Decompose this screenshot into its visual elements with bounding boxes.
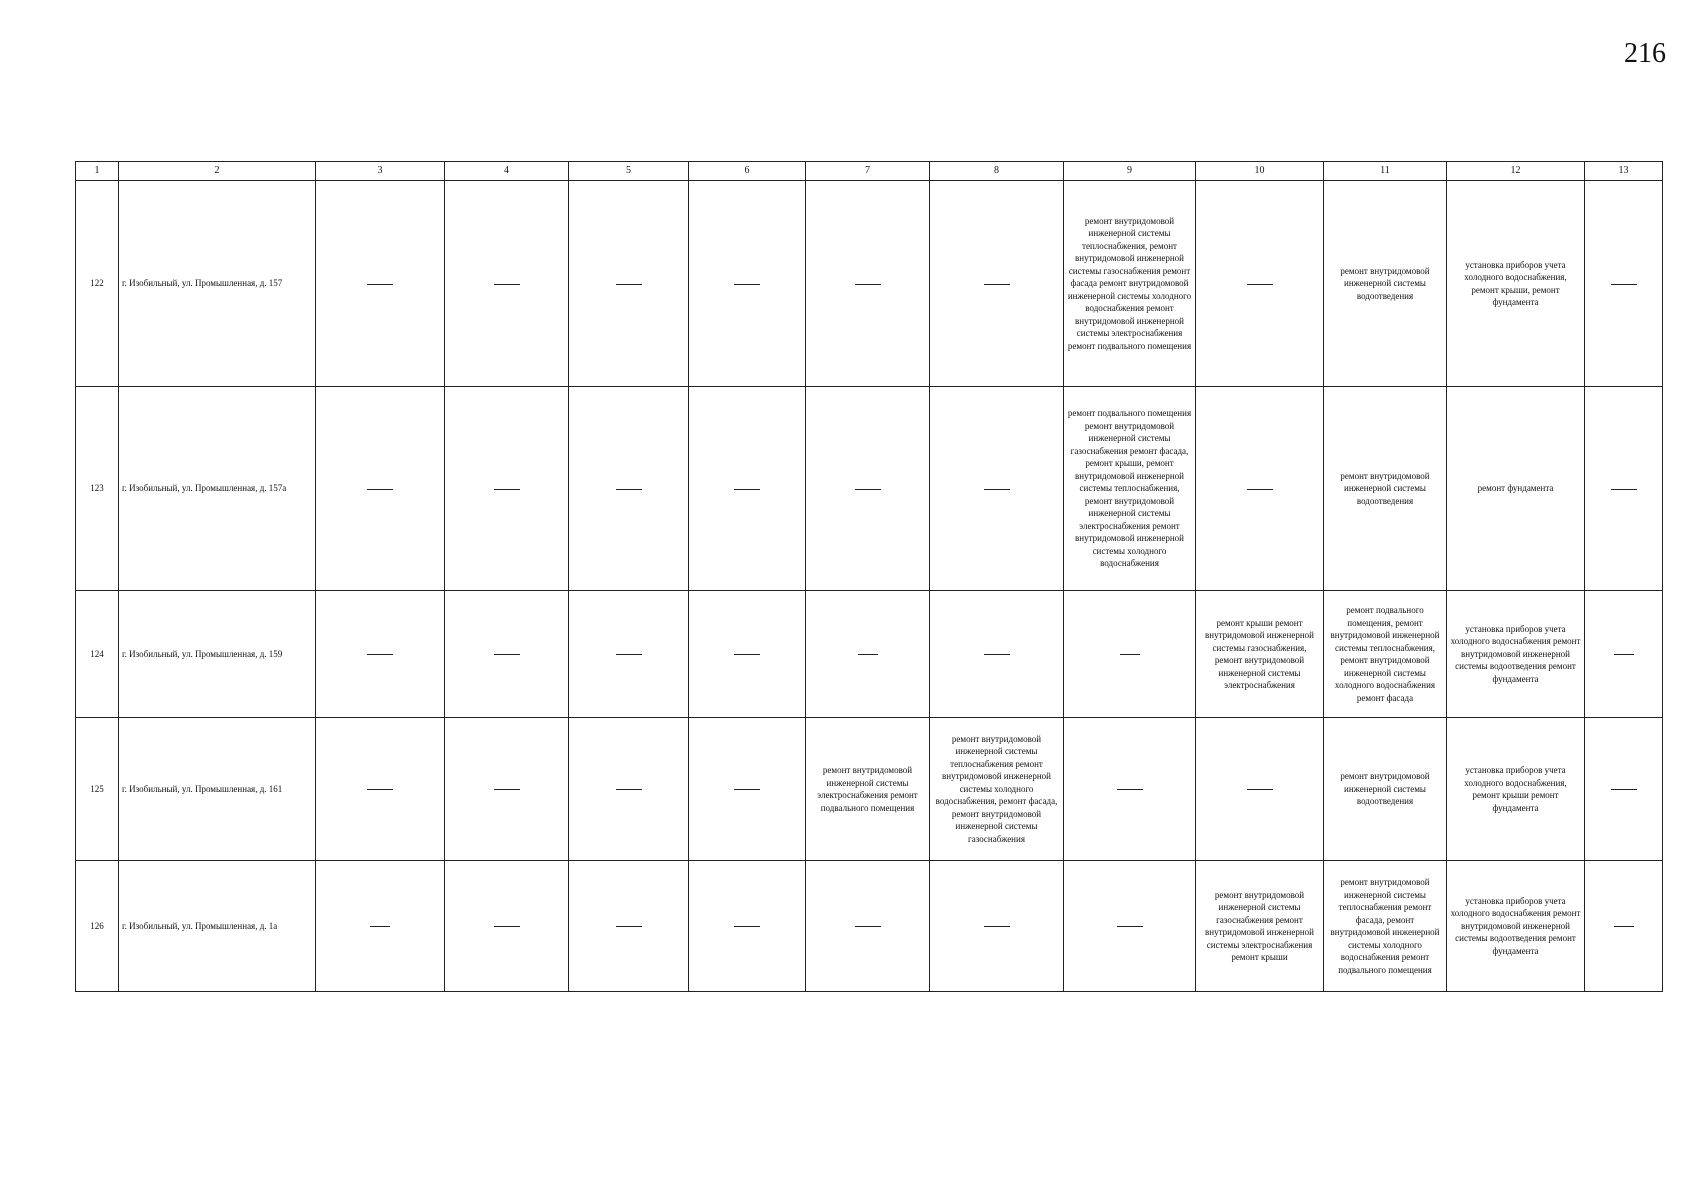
dash-mark (734, 789, 760, 790)
dash-mark (370, 926, 390, 927)
dash-mark (494, 789, 520, 790)
dash-mark (1611, 284, 1637, 285)
dash-mark (616, 926, 642, 927)
row-number: 123 (76, 387, 119, 591)
empty-cell (445, 181, 569, 387)
empty-cell (445, 387, 569, 591)
empty-cell (689, 861, 806, 992)
empty-cell (1064, 718, 1196, 861)
dash-mark (1611, 789, 1637, 790)
dash-mark (734, 926, 760, 927)
empty-cell (806, 181, 930, 387)
work-cell: установка приборов учета холодного водоснабжения ремонт внутридомовой инженерной системы водоотведения ремонт фундамента (1447, 591, 1585, 718)
column-header: 5 (569, 162, 689, 181)
table-row (76, 181, 1663, 387)
empty-cell (1196, 387, 1324, 591)
empty-cell (1196, 181, 1324, 387)
dash-mark (616, 284, 642, 285)
empty-cell (930, 591, 1064, 718)
dash-mark (367, 284, 393, 285)
dash-mark (984, 489, 1010, 490)
dash-mark (1117, 926, 1143, 927)
dash-mark (855, 284, 881, 285)
empty-cell (445, 591, 569, 718)
dash-mark (734, 489, 760, 490)
column-header: 9 (1064, 162, 1196, 181)
address-cell: г. Изобильный, ул. Промышленная, д. 1а (119, 861, 316, 992)
dash-mark (984, 284, 1010, 285)
empty-cell (1585, 181, 1663, 387)
dash-mark (616, 654, 642, 655)
dash-mark (1247, 489, 1273, 490)
dash-mark (367, 654, 393, 655)
empty-cell (569, 387, 689, 591)
dash-mark (1614, 654, 1634, 655)
empty-cell (316, 591, 445, 718)
empty-cell (1585, 861, 1663, 992)
column-number-header-row (76, 162, 1663, 181)
column-header: 7 (806, 162, 930, 181)
empty-cell (1585, 387, 1663, 591)
empty-cell (689, 387, 806, 591)
dash-mark (1120, 654, 1140, 655)
work-cell: ремонт внутридомовой инженерной системы водоотведения (1324, 387, 1447, 591)
empty-cell (689, 591, 806, 718)
dash-mark (494, 654, 520, 655)
dash-mark (1117, 789, 1143, 790)
empty-cell (569, 861, 689, 992)
dash-mark (494, 926, 520, 927)
column-header: 13 (1585, 162, 1663, 181)
empty-cell (806, 387, 930, 591)
dash-mark (367, 789, 393, 790)
row-number: 124 (76, 591, 119, 718)
empty-cell (445, 718, 569, 861)
work-cell: ремонт крыши ремонт внутридомовой инженерной системы газоснабжения, ремонт внутридомовой инженерной системы электроснабжения (1196, 591, 1324, 718)
empty-cell (569, 718, 689, 861)
dash-mark (855, 926, 881, 927)
row-number: 125 (76, 718, 119, 861)
empty-cell (569, 591, 689, 718)
empty-cell (1064, 861, 1196, 992)
empty-cell (316, 718, 445, 861)
empty-cell (445, 861, 569, 992)
work-cell: ремонт подвального помещения, ремонт внутридомовой инженерной системы теплоснабжения, ремонт внутридомовой инженерной системы холодного водоснабжения ремонт фасада (1324, 591, 1447, 718)
dash-mark (858, 654, 878, 655)
work-cell: ремонт внутридомовой инженерной системы теплоснабжения ремонт фасада, ремонт внутридомовой инженерной системы холодного водоснабжения ремонт подвального помещения (1324, 861, 1447, 992)
empty-cell (569, 181, 689, 387)
empty-cell (930, 861, 1064, 992)
empty-cell (930, 181, 1064, 387)
column-header: 11 (1324, 162, 1447, 181)
column-header: 3 (316, 162, 445, 181)
column-header: 12 (1447, 162, 1585, 181)
column-header: 8 (930, 162, 1064, 181)
dash-mark (616, 489, 642, 490)
column-header: 2 (119, 162, 316, 181)
dash-mark (855, 489, 881, 490)
dash-mark (1247, 284, 1273, 285)
empty-cell (806, 861, 930, 992)
empty-cell (689, 181, 806, 387)
work-cell: ремонт внутридомовой инженерной системы водоотведения (1324, 718, 1447, 861)
dash-mark (734, 654, 760, 655)
empty-cell (1585, 591, 1663, 718)
row-number: 122 (76, 181, 119, 387)
work-cell: установка приборов учета холодного водоснабжения, ремонт крыши ремонт фундамента (1447, 718, 1585, 861)
dash-mark (494, 489, 520, 490)
dash-mark (494, 284, 520, 285)
address-cell: г. Изобильный, ул. Промышленная, д. 157 (119, 181, 316, 387)
address-cell: г. Изобильный, ул. Промышленная, д. 159 (119, 591, 316, 718)
work-cell: установка приборов учета холодного водоснабжения ремонт внутридомовой инженерной системы водоотведения ремонт фундамента (1447, 861, 1585, 992)
empty-cell (689, 718, 806, 861)
dash-mark (984, 926, 1010, 927)
address-cell: г. Изобильный, ул. Промышленная, д. 157а (119, 387, 316, 591)
empty-cell (316, 181, 445, 387)
empty-cell (1064, 591, 1196, 718)
work-cell: ремонт внутридомовой инженерной системы теплоснабжения, ремонт внутридомовой инженерной системы газоснабжения ремонт фасада ремонт внутридомовой инженерной системы холодного водоснабжения ремонт внутридомовой инженерной системы электроснабжения ремонт подвального помещения (1064, 181, 1196, 387)
work-cell: ремонт внутридомовой инженерной системы водоотведения (1324, 181, 1447, 387)
work-cell: ремонт внутридомовой инженерной системы электроснабжения ремонт подвального помещения (806, 718, 930, 861)
work-cell: ремонт фундамента (1447, 387, 1585, 591)
table-row (76, 861, 1663, 992)
empty-cell (806, 591, 930, 718)
dash-mark (984, 654, 1010, 655)
empty-cell (316, 861, 445, 992)
work-cell: ремонт подвального помещения ремонт внутридомовой инженерной системы газоснабжения ремонт фасада, ремонт крыши, ремонт внутридомовой инженерной системы теплоснабжения, ремонт внутридомовой инженерной системы электроснабжения ремонт внутридомовой инженерной системы холодного водоснабжения (1064, 387, 1196, 591)
empty-cell (930, 387, 1064, 591)
column-header: 6 (689, 162, 806, 181)
empty-cell (1585, 718, 1663, 861)
empty-cell (1196, 718, 1324, 861)
table-row (76, 718, 1663, 861)
page-number: 216 (1624, 38, 1666, 69)
dash-mark (1611, 489, 1637, 490)
dash-mark (616, 789, 642, 790)
column-header: 10 (1196, 162, 1324, 181)
table-row (76, 591, 1663, 718)
work-cell: ремонт внутридомовой инженерной системы газоснабжения ремонт внутридомовой инженерной системы электроснабжения ремонт крыши (1196, 861, 1324, 992)
row-number: 126 (76, 861, 119, 992)
dash-mark (1614, 926, 1634, 927)
empty-cell (316, 387, 445, 591)
table-row (76, 387, 1663, 591)
capital-repair-table (75, 161, 1663, 992)
address-cell: г. Изобильный, ул. Промышленная, д. 161 (119, 718, 316, 861)
dash-mark (734, 284, 760, 285)
dash-mark (1247, 789, 1273, 790)
work-cell: ремонт внутридомовой инженерной системы теплоснабжения ремонт внутридомовой инженерной системы холодного водоснабжения, ремонт фасада, ремонт внутридомовой инженерной системы газоснабжения (930, 718, 1064, 861)
column-header: 1 (76, 162, 119, 181)
dash-mark (367, 489, 393, 490)
column-header: 4 (445, 162, 569, 181)
work-cell: установка приборов учета холодного водоснабжения, ремонт крыши, ремонт фундамента (1447, 181, 1585, 387)
